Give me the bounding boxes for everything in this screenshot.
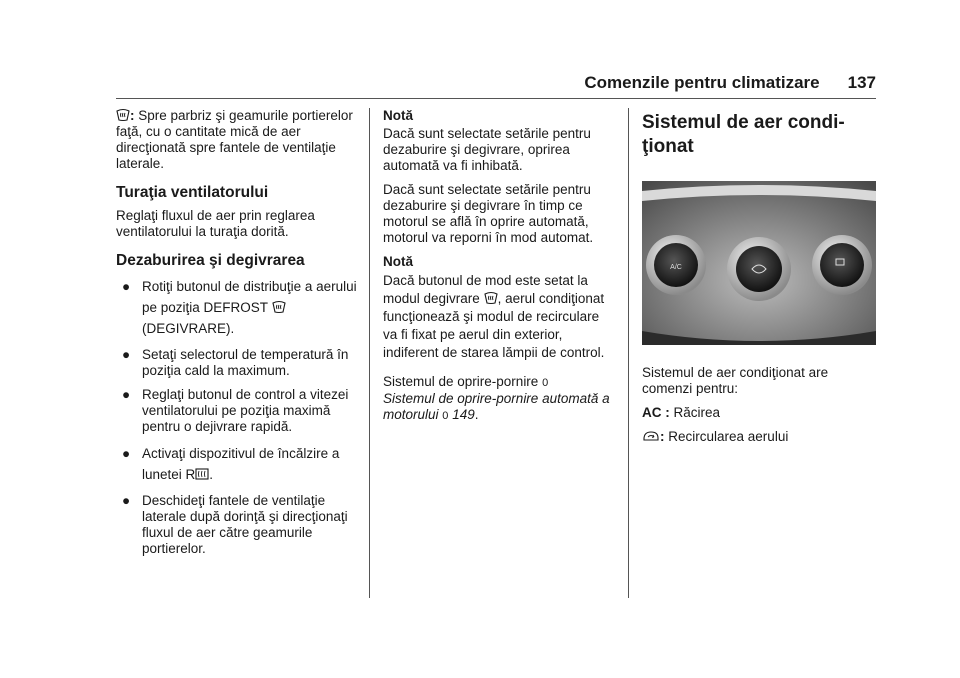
section-heading: Sistemul de aer condiţionat xyxy=(642,112,845,157)
defog-text: Spre parbriz şi geamurile portierelor faţă, cu o cantitate mică de aer direcţionată spre fantele de ventilaţie laterale. xyxy=(116,108,353,171)
windshield-defog-icon xyxy=(116,108,130,122)
column-1 xyxy=(116,108,358,565)
bullet-text: Deschideţi fantele de ventilaţie laterale după dorinţă şi direcţionaţi fluxul de aer către geamurile portierelor. xyxy=(142,493,348,556)
bullet-text: Activaţi dispozitivul de încălzire a lunetei R xyxy=(142,446,340,482)
bullet-text: Reglaţi butonul de control a vitezei ventilatorului pe poziţia maximă pentru o dejivrare rapidă. xyxy=(142,387,349,434)
defog-label: : xyxy=(130,108,135,123)
defrost-heading: Dezaburirea şi degivrarea xyxy=(116,252,305,269)
ac-intro: Sistemul de aer condiţionat are comenzi pentru: xyxy=(642,365,829,396)
column-divider xyxy=(628,108,629,598)
bullet-text: Setaţi selectorul de temperatură în poziţia cald la maximum. xyxy=(142,347,349,378)
note-paragraph xyxy=(383,272,611,362)
reference-end: . xyxy=(474,407,479,422)
list-item: ● Activaţi dispozitivul de încălzire a lunetei R . xyxy=(122,446,340,482)
note-title: Notă xyxy=(383,108,413,123)
column-2 xyxy=(383,108,611,432)
page-number: 137 xyxy=(847,73,876,92)
bullet-text-end: . xyxy=(209,467,214,482)
note-title: Notă xyxy=(383,254,413,269)
recirc-label: : xyxy=(660,429,665,444)
recirc-text: Recircularea aerului xyxy=(668,429,789,444)
reference-title[interactable]: Sistemul de oprire-pornire automată a motorului xyxy=(383,391,610,422)
ac-text: Răcirea xyxy=(673,405,721,420)
ac-label: AC : xyxy=(642,405,670,420)
note-text: , aerul condiţionat funcţionează şi modul de recirculare va fi fixat pe aerul din exterior, indiferent de starea lămpii de control. xyxy=(383,291,605,360)
list-item: ● Deschideţi fantele de ventilaţie laterale după dorinţă şi direcţionaţi fluxul de aer către geamurile portierelor. xyxy=(122,493,348,556)
recirculation-icon xyxy=(642,429,660,443)
list-item: ● Reglaţi butonul de control a vitezei ventilatorului pe poziţia maximă pentru o dejivrare rapidă. xyxy=(122,387,349,434)
note-text: Dacă butonul de mod este setat la modul degivrare xyxy=(383,273,588,306)
column-divider xyxy=(369,108,370,598)
recirc-item xyxy=(642,429,876,445)
fan-speed-text: Reglaţi fluxul de aer prin reglarea ventilatorului la turaţia dorită. xyxy=(116,208,315,239)
cross-reference[interactable] xyxy=(383,374,611,424)
reference-arrow-icon: 0 xyxy=(542,377,549,389)
fan-speed-heading: Turaţia ventilatorului xyxy=(116,184,269,201)
rear-window-defrost-icon xyxy=(195,467,209,481)
windshield-defog-icon xyxy=(484,291,498,305)
bullet-text: Rotiţi butonul de distribuţie a aerului pe poziţia DEFROST xyxy=(142,279,357,315)
header-title: Comenzile pentru climatizare xyxy=(584,73,820,92)
defog-paragraph xyxy=(116,108,358,172)
page-header xyxy=(584,73,876,93)
list-item: ● Rotiţi butonul de distribuţie a aerului pe poziţia DEFROST (DEGIVRARE). xyxy=(122,279,357,336)
note-paragraph: Dacă sunt selectate setările pentru dezaburire şi degivrare, oprirea automată va fi inhibată. xyxy=(383,126,591,173)
header-rule xyxy=(116,98,876,99)
windshield-defog-icon xyxy=(272,300,286,314)
column-3 xyxy=(642,108,876,453)
list-item: ● Setaţi selectorul de temperatură în poziţia cald la maximum. xyxy=(122,347,349,378)
ac-knob-label: A/C xyxy=(670,264,682,271)
bullet-text-cont: (DEGIVRARE). xyxy=(142,321,235,336)
ac-item xyxy=(642,405,876,421)
climate-control-panel-photo xyxy=(642,181,876,345)
reference-arrow-icon: 0 xyxy=(442,410,449,422)
reference-text: Sistemul de oprire-pornire xyxy=(383,374,539,389)
reference-page[interactable]: 149 xyxy=(452,407,475,422)
defrost-steps xyxy=(116,276,358,557)
note-paragraph: Dacă sunt selectate setările pentru dezaburire şi degivrare în timp ce motorul se află în oprire automată, motorul va reporni în mod automat. xyxy=(383,182,594,245)
